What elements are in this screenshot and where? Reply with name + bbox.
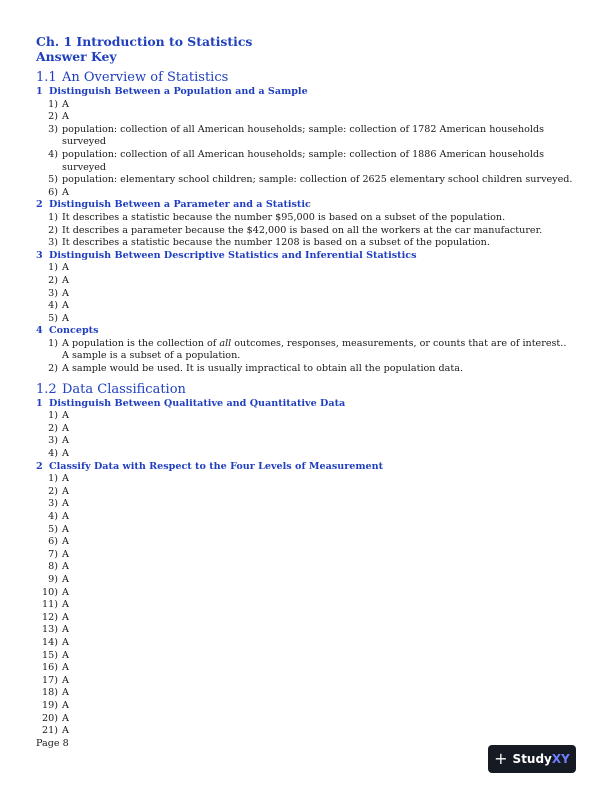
answer-item [36, 561, 576, 574]
answer-number: 1) [48, 98, 58, 110]
answer-text: A [62, 262, 69, 274]
answer-key-title: Answer Key [36, 49, 117, 64]
objective-number: 4 [36, 325, 43, 337]
answer-text: A [62, 674, 69, 686]
objective-title: Distinguish Between a Population and a Sample [49, 86, 308, 97]
answer-item [36, 700, 576, 713]
answer-item [36, 599, 576, 612]
answer-text: A [62, 410, 69, 422]
answer-item [36, 662, 576, 675]
answer-item [36, 435, 576, 448]
section-number: 1.2 [36, 381, 57, 397]
logo-text-accent: XY [551, 752, 570, 766]
answer-number: 3) [48, 123, 58, 135]
answer-number: 15) [42, 649, 58, 661]
objective-heading [36, 398, 576, 411]
answer-item [36, 524, 576, 537]
answer-item [36, 187, 576, 200]
section-heading [36, 70, 576, 86]
answer-text: A [62, 599, 69, 611]
answer-item [36, 448, 576, 461]
answer-number: 19) [42, 699, 58, 711]
section-title: Data Classification [62, 381, 186, 397]
answer-text: A [62, 312, 69, 324]
answer-list [36, 410, 576, 460]
answer-text: A [62, 624, 69, 636]
objective-title: Classify Data with Respect to the Four Levels of Measurement [49, 460, 384, 472]
answer-number: 14) [42, 636, 58, 648]
answer-number: 3) [48, 237, 58, 249]
answer-list [36, 473, 576, 737]
answer-text: A [62, 725, 69, 737]
answer-number: 5) [48, 523, 58, 535]
answer-text: A [62, 548, 69, 560]
answer-item [36, 725, 576, 738]
answer-number: 1) [48, 211, 58, 223]
answer-number: 2) [48, 111, 58, 123]
answer-text: A [62, 699, 69, 711]
answer-text: A [62, 485, 69, 497]
answer-text: A [62, 611, 69, 623]
answer-item [36, 498, 576, 511]
answer-number: 3) [48, 498, 58, 510]
answer-item [36, 275, 576, 288]
answer-number: 18) [42, 687, 58, 699]
answer-item [36, 624, 576, 637]
answer-item [36, 124, 576, 149]
answer-item [36, 637, 576, 650]
answer-number: 8) [48, 561, 58, 573]
answer-text: A [62, 435, 69, 447]
objective-heading [36, 461, 576, 474]
plus-icon: + [494, 749, 508, 768]
answer-text: population: collection of all American households; sample: collection of 1886 American households surveyed [62, 148, 545, 173]
answer-number: 6) [48, 186, 58, 198]
objective-title: Distinguish Between Descriptive Statistics and Inferential Statistics [49, 249, 417, 261]
answer-list [36, 212, 576, 250]
answer-text: A [62, 636, 69, 648]
answer-item [36, 612, 576, 625]
answer-number: 1) [48, 473, 58, 485]
answer-item [36, 511, 576, 524]
answer-key-document [36, 34, 576, 738]
answer-text: A [62, 473, 69, 485]
answer-text: A [62, 687, 69, 699]
answer-text: A [62, 498, 69, 510]
answer-item [36, 313, 576, 326]
answer-text: A [62, 523, 69, 535]
answer-item [36, 338, 576, 363]
answer-number: 2) [48, 274, 58, 286]
objective-title: Distinguish Between Qualitative and Quantitative Data [49, 397, 346, 409]
answer-text: It describes a statistic because the number $95,000 is based on a subset of the population. [62, 211, 506, 223]
answer-text: A [62, 111, 69, 123]
answer-number: 3) [48, 287, 58, 299]
answer-number: 17) [42, 674, 58, 686]
answer-number: 1) [48, 410, 58, 422]
objective-title: Concepts [49, 325, 99, 337]
answer-text: population: collection of all American households; sample: collection of 1782 American households surveyed [62, 123, 545, 148]
objective-heading [36, 250, 576, 263]
answer-number: 7) [48, 548, 58, 560]
section-heading [36, 382, 576, 398]
answer-item [36, 713, 576, 726]
answer-text: A [62, 662, 69, 674]
answer-text: A population is the collection of all outcomes, responses, measurements, or counts that are of interest.. A sample is a subset of a population. [62, 337, 567, 362]
page-number: Page 8 [36, 738, 69, 749]
answer-number: 11) [42, 599, 58, 611]
objective-heading [36, 325, 576, 338]
answer-number: 21) [42, 725, 58, 737]
answer-item [36, 99, 576, 112]
section-number: 1.1 [36, 70, 57, 85]
answer-item [36, 536, 576, 549]
answer-number: 6) [48, 536, 58, 548]
answer-number: 3) [48, 435, 58, 447]
answer-item [36, 225, 576, 238]
answer-number: 12) [42, 611, 58, 623]
answer-number: 9) [48, 573, 58, 585]
answer-item [36, 111, 576, 124]
studyxy-logo [488, 745, 576, 773]
answer-text: It describes a statistic because the number 1208 is based on a subset of the population. [62, 237, 490, 249]
sections-container [36, 70, 576, 738]
answer-text: A [62, 186, 69, 198]
answer-number: 2) [48, 224, 58, 236]
answer-item [36, 237, 576, 250]
answer-item [36, 212, 576, 225]
objective-number: 2 [36, 460, 43, 472]
answer-number: 2) [48, 363, 58, 375]
answer-item [36, 675, 576, 688]
answer-number: 5) [48, 174, 58, 186]
answer-item [36, 410, 576, 423]
answer-text: A [62, 287, 69, 299]
answer-number: 20) [42, 712, 58, 724]
objective-number: 3 [36, 249, 43, 261]
answer-text: A [62, 98, 69, 110]
objective-number: 1 [36, 86, 43, 97]
objective-number: 2 [36, 199, 43, 211]
objective-heading [36, 199, 576, 212]
answer-text: A [62, 649, 69, 661]
logo-text [513, 752, 570, 766]
answer-number: 4) [48, 300, 58, 312]
answer-text: A [62, 274, 69, 286]
answer-item [36, 262, 576, 275]
answer-item [36, 574, 576, 587]
objective-number: 1 [36, 397, 43, 409]
answer-number: 1) [48, 337, 58, 349]
chapter-title: Ch. 1 Introduction to Statistics [36, 34, 253, 49]
answer-number: 5) [48, 312, 58, 324]
answer-text: A [62, 511, 69, 522]
answer-item [36, 687, 576, 700]
answer-item [36, 423, 576, 436]
answer-text: A [62, 448, 69, 460]
answer-number: 16) [42, 662, 58, 674]
answer-number: 1) [48, 262, 58, 274]
objective-heading [36, 86, 576, 99]
answer-item [36, 650, 576, 663]
answer-number: 4) [48, 448, 58, 460]
answer-item [36, 363, 576, 376]
objective-title: Distinguish Between a Parameter and a Statistic [49, 199, 311, 211]
answer-number: 2) [48, 422, 58, 434]
answer-item [36, 288, 576, 301]
answer-item [36, 149, 576, 174]
answer-text: A [62, 422, 69, 434]
answer-item [36, 587, 576, 600]
answer-item [36, 549, 576, 562]
answer-item [36, 300, 576, 313]
section-title: An Overview of Statistics [62, 70, 229, 85]
answer-item [36, 486, 576, 499]
answer-list [36, 338, 576, 376]
answer-list [36, 262, 576, 325]
answer-text: A [62, 536, 69, 548]
answer-item [36, 174, 576, 187]
answer-text: A [62, 300, 69, 312]
answer-number: 10) [42, 586, 58, 598]
answer-text: A [62, 712, 69, 724]
answer-text: A [62, 573, 69, 585]
answer-number: 2) [48, 485, 58, 497]
logo-text-main: Study [512, 752, 552, 766]
answer-number: 13) [42, 624, 58, 636]
answer-text: A sample would be used. It is usually impractical to obtain all the population data. [62, 363, 464, 375]
answer-list [36, 99, 576, 200]
answer-text: population: elementary school children; sample: collection of 2625 elementary school children surveyed. [62, 174, 573, 186]
answer-text: A [62, 561, 69, 573]
answer-item [36, 473, 576, 486]
answer-text: It describes a parameter because the $42,000 is based on all the workers at the car manufacturer. [62, 224, 543, 236]
answer-number: 4) [48, 511, 58, 522]
answer-text: A [62, 586, 69, 598]
answer-number: 4) [48, 148, 58, 160]
